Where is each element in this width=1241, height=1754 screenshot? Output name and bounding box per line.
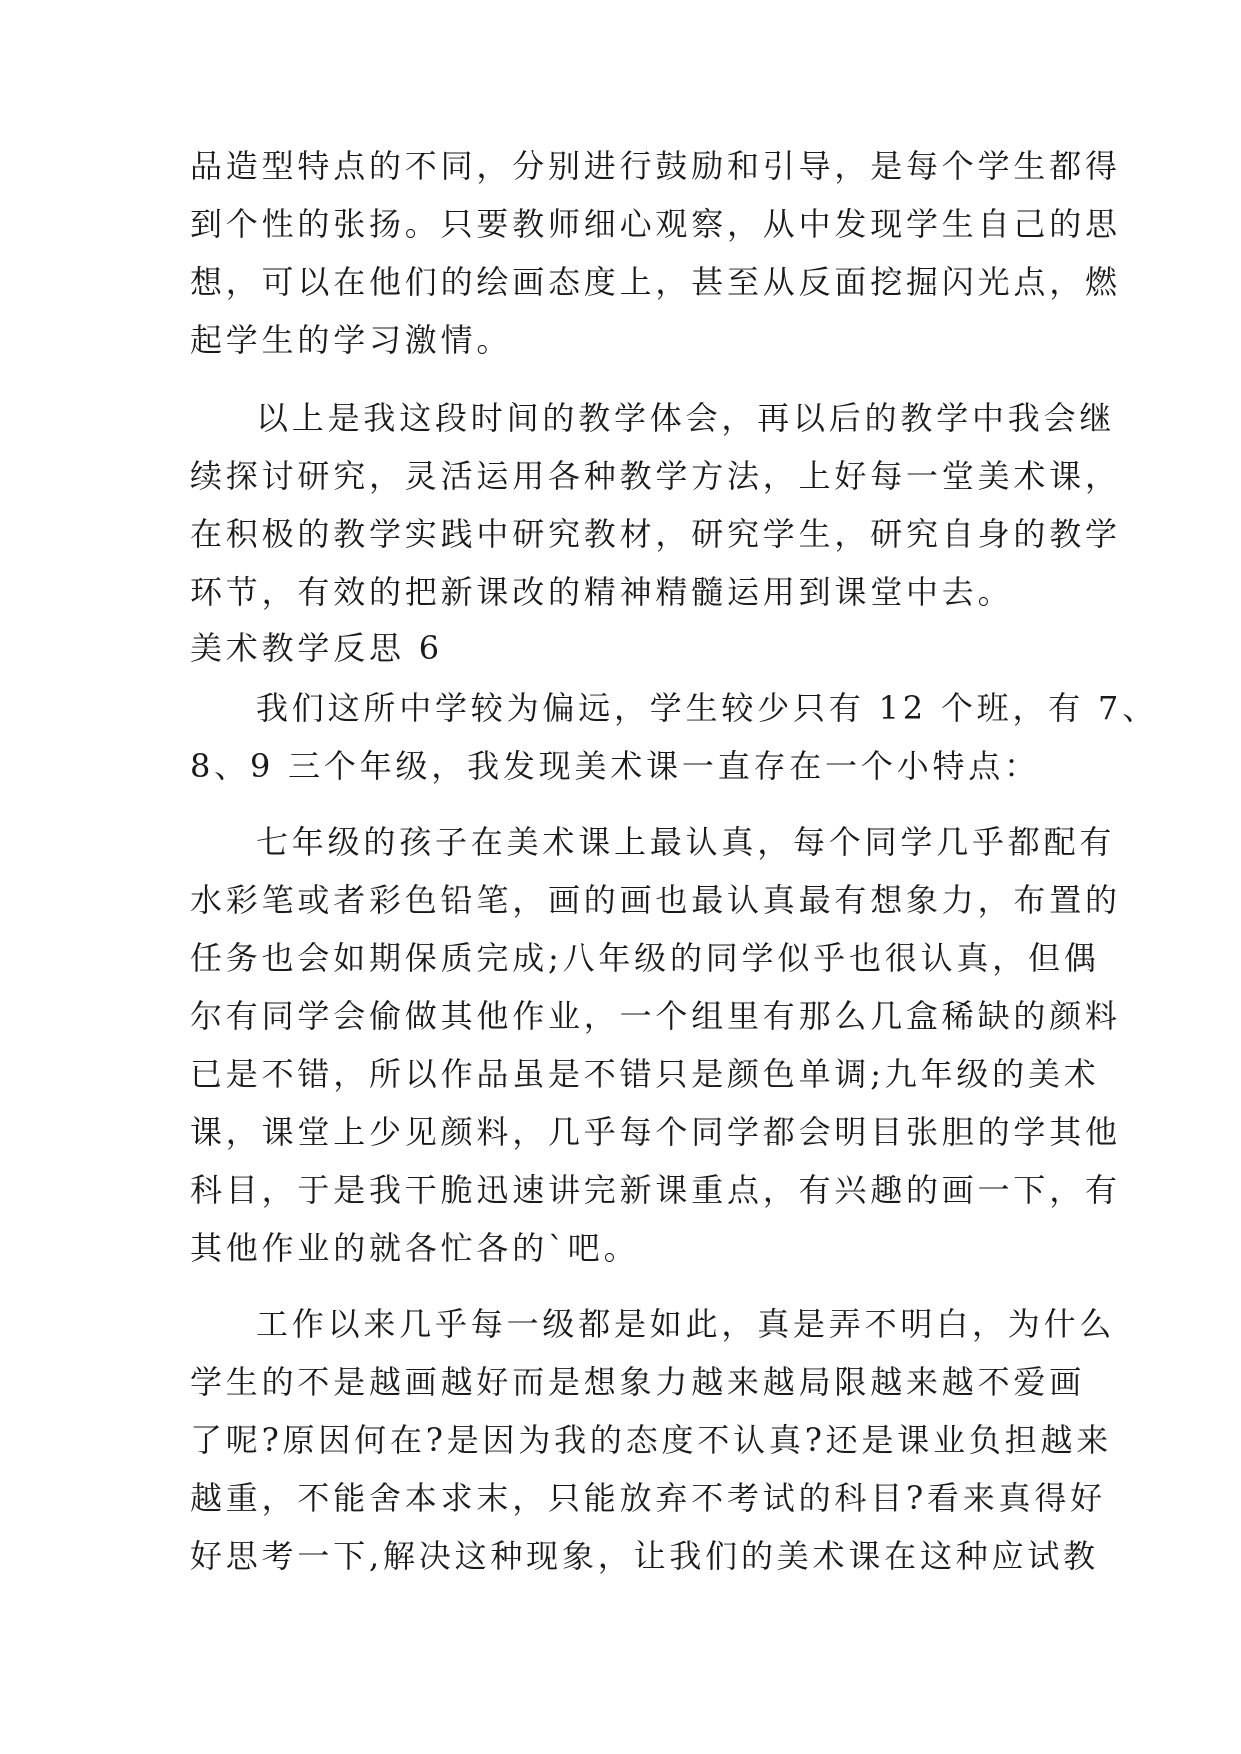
paragraph-line: 科目，于是我干脆迅速讲完新课重点，有兴趣的画一下，有 xyxy=(190,1171,1121,1209)
paragraph-line: 起学生的学习激情。 xyxy=(190,321,513,359)
paragraph-line: 任务也会如期保质完成;八年级的同学似乎也很认真，但偶 xyxy=(190,939,1100,977)
paragraph-line: 工作以来几乎每一级都是如此，真是弄不明白，为什么 xyxy=(256,1305,1116,1343)
paragraph-line: 其他作业的就各忙各的`吧。 xyxy=(190,1229,640,1267)
paragraph-line: 环节，有效的把新课改的精神精髓运用到课堂中去。 xyxy=(190,573,1014,611)
paragraph-line: 了呢?原因何在?是因为我的态度不认真?还是课业负担越来 xyxy=(190,1421,1113,1459)
paragraph-line: 8、9 三个年级，我发现美术课一直存在一个小特点： xyxy=(190,747,1040,785)
paragraph-line: 七年级的孩子在美术课上最认真，每个同学几乎都配有 xyxy=(256,823,1116,861)
paragraph-line: 我们这所中学较为偏远，学生较少只有 12 个班，有 7、 xyxy=(256,689,1158,727)
paragraph-line: 品造型特点的不同，分别进行鼓励和引导，是每个学生都得 xyxy=(190,147,1121,185)
paragraph-line: 已是不错，所以作品虽是不错只是颜色单调;九年级的美术 xyxy=(190,1055,1100,1093)
paragraph-line: 尔有同学会偷做其他作业，一个组里有那么几盒稀缺的颜料 xyxy=(190,997,1121,1035)
paragraph-line: 课，课堂上少见颜料，几乎每个同学都会明目张胆的学其他 xyxy=(190,1113,1121,1151)
paragraph-line: 想，可以在他们的绘画态度上，甚至从反面挖掘闪光点，燃 xyxy=(190,263,1121,301)
paragraph-line: 以上是我这段时间的教学体会，再以后的教学中我会继 xyxy=(256,399,1116,437)
paragraph-line: 越重，不能舍本求末，只能放弃不考试的科目?看来真得好 xyxy=(190,1479,1106,1517)
paragraph-line: 好思考一下,解决这种现象，让我们的美术课在这种应试教 xyxy=(190,1537,1099,1575)
section-heading: 美术教学反思 6 xyxy=(190,629,443,667)
paragraph-line: 学生的不是越画越好而是想象力越来越局限越来越不爱画 xyxy=(190,1363,1086,1401)
paragraph-line: 在积极的教学实践中研究教材，研究学生，研究自身的教学 xyxy=(190,515,1121,553)
paragraph-line: 续探讨研究，灵活运用各种教学方法，上好每一堂美术课， xyxy=(190,457,1121,495)
paragraph-line: 到个性的张扬。只要教师细心观察，从中发现学生自己的思 xyxy=(190,205,1121,243)
paragraph-line: 水彩笔或者彩色铅笔，画的画也最认真最有想象力，布置的 xyxy=(190,881,1121,919)
